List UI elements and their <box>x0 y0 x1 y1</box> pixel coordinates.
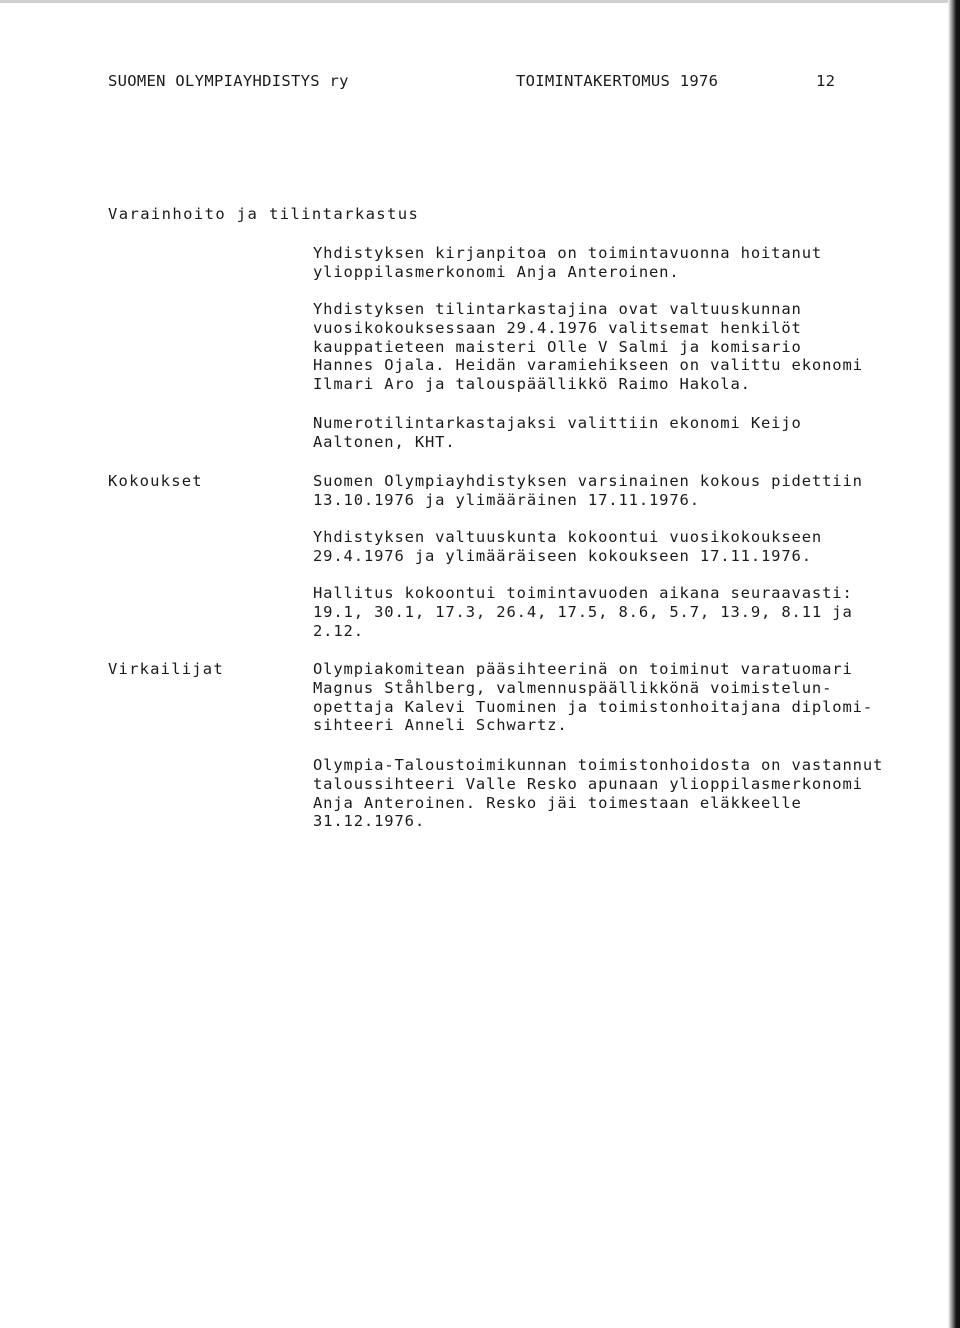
paragraph-council-meetings <box>313 528 938 566</box>
paragraph-line: taloussihteeri Valle Resko apunaan ylioppilasmerkonomi <box>313 774 863 793</box>
paragraph-auditors <box>313 300 938 394</box>
paragraph-line: Hannes Ojala. Heidän varamiehikseen on valittu ekonomi <box>313 356 863 375</box>
header-report-title: TOIMINTAKERTOMUS 1976 <box>516 72 719 90</box>
paragraph-line: sihteeri Anneli Schwartz. <box>313 716 568 735</box>
paragraph-line: Magnus Ståhlberg, valmennuspäällikkönä voimistelun- <box>313 678 833 697</box>
paragraph-bookkeeping <box>313 244 938 282</box>
paragraph-line: 2.12. <box>313 621 364 640</box>
paragraph-line: ylioppilasmerkonomi Anja Anteroinen. <box>313 262 680 281</box>
paragraph-number-auditor <box>313 414 938 452</box>
paragraph-board-meetings <box>313 584 938 640</box>
paragraph-line: Yhdistyksen tilintarkastajina ovat valtuuskunnan <box>313 300 802 318</box>
scan-top-edge <box>0 0 960 3</box>
paragraph-line: opettaja Kalevi Tuominen ja toimistonhoitajana diplomi- <box>313 697 873 716</box>
header-page-number: 12 <box>816 72 836 90</box>
paragraph-line: Olympiakomitean pääsihteerinä on toiminut varatuomari <box>313 660 853 678</box>
paragraph-line: Ilmari Aro ja talouspäällikkö Raimo Hakola. <box>313 375 751 394</box>
paragraph-line: Aaltonen, KHT. <box>313 432 456 451</box>
side-label-virkailijat: Virkailijat <box>108 660 224 678</box>
paragraph-line: vuosikokouksessaan 29.4.1976 valitsemat henkilöt <box>313 318 802 337</box>
paragraph-line: Hallitus kokoontui toimintavuoden aikana seuraavasti: <box>313 584 853 602</box>
section-title: Varainhoito ja tilintarkastus <box>108 205 420 223</box>
paragraph-line: Suomen Olympiayhdistyksen varsinainen kokous pidettiin <box>313 472 863 490</box>
paragraph-line: 19.1, 30.1, 17.3, 26.4, 17.5, 8.6, 5.7, 13.9, 8.11 ja <box>313 602 853 621</box>
paragraph-officials <box>313 660 938 735</box>
paragraph-line: Anja Anteroinen. Resko jäi toimestaan eläkkeelle <box>313 793 802 812</box>
paragraph-line: kauppatieteen maisteri Olle V Salmi ja komisario <box>313 337 802 356</box>
paragraph-line: Yhdistyksen valtuuskunta kokoontui vuosikokoukseen <box>313 528 823 546</box>
paragraph-annual-meeting <box>313 472 938 510</box>
paragraph-finance-committee <box>313 756 938 831</box>
paragraph-line: Yhdistyksen kirjanpitoa on toimintavuonna hoitanut <box>313 244 823 262</box>
side-label-kokoukset: Kokoukset <box>108 472 203 490</box>
header-organization: SUOMEN OLYMPIAYHDISTYS ry <box>108 72 349 90</box>
paragraph-line: 31.12.1976. <box>313 812 425 831</box>
paragraph-line: Olympia-Taloustoimikunnan toimistonhoidosta on vastannut <box>313 756 884 774</box>
paragraph-line: 29.4.1976 ja ylimääräiseen kokoukseen 17.11.1976. <box>313 546 812 565</box>
paragraph-line: Numerotilintarkastajaksi valittiin ekonomi Keijo <box>313 414 802 432</box>
scan-right-edge <box>948 0 960 1328</box>
paragraph-line: 13.10.1976 ja ylimääräinen 17.11.1976. <box>313 490 700 509</box>
